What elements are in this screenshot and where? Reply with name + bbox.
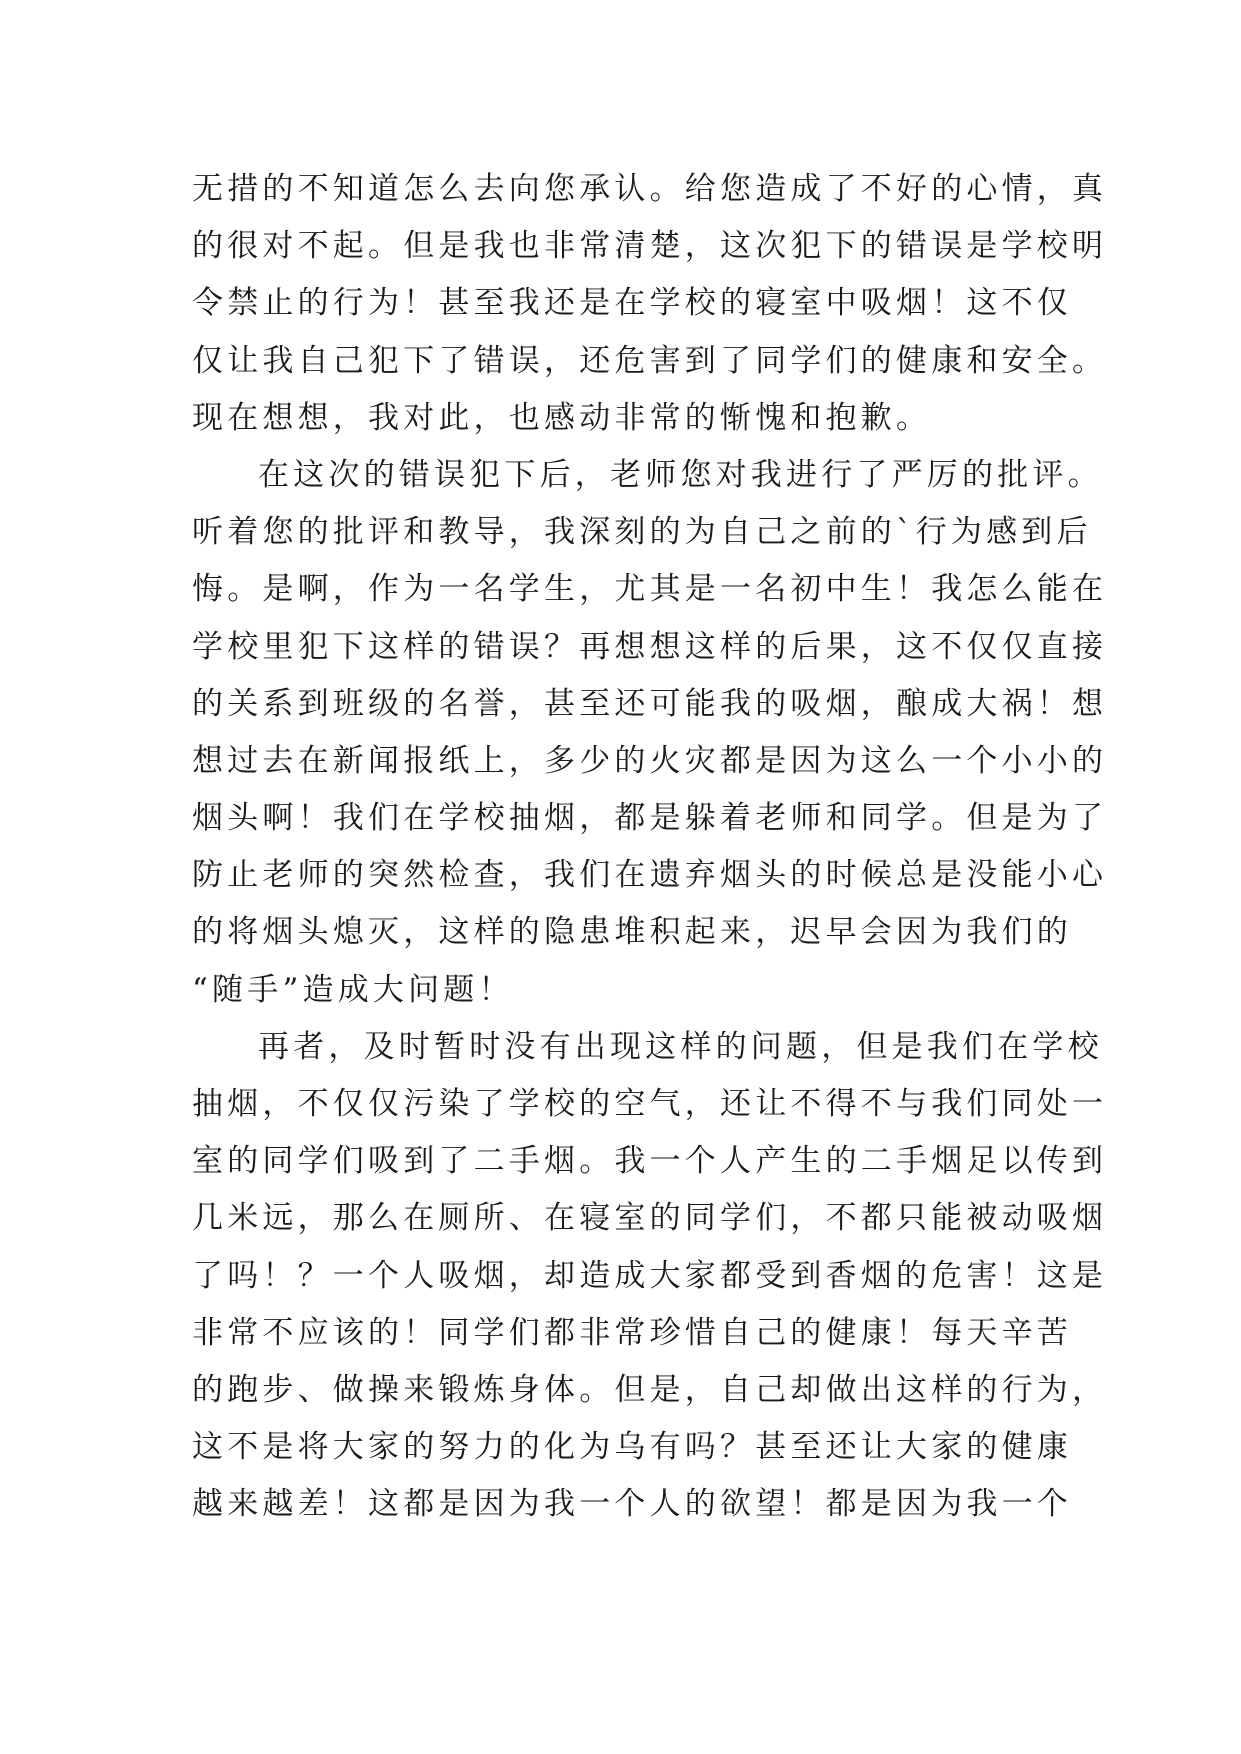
text-line: 烟头啊！我们在学校抽烟，都是躲着老师和同学。但是为了 [192, 800, 1108, 837]
text-line: 学校里犯下这样的错误？再想想这样的后果，这不仅仅直接 [192, 628, 1108, 665]
text-line: 几米远，那么在厕所、在寝室的同学们，不都只能被动吸烟 [192, 1200, 1108, 1237]
text-line: 室的同学们吸到了二手烟。我一个人产生的二手烟足以传到 [192, 1143, 1108, 1180]
text-line: 了吗！？一个人吸烟，却造成大家都受到香烟的危害！这是 [192, 1257, 1108, 1294]
text-line: 这不是将大家的努力的化为乌有吗？甚至还让大家的健康 [192, 1429, 1072, 1466]
text-line: 仅让我自己犯下了错误，还危害到了同学们的健康和安全。 [192, 342, 1108, 379]
text-line: 的很对不起。但是我也非常清楚，这次犯下的错误是学校明 [192, 228, 1108, 265]
text-line: 非常不应该的！同学们都非常珍惜自己的健康！每天辛苦 [192, 1314, 1072, 1351]
text-line: 防止老师的突然检查，我们在遗弃烟头的时候总是没能小心 [192, 857, 1108, 894]
text-line: 令禁止的行为！甚至我还是在学校的寝室中吸烟！这不仅 [192, 285, 1072, 322]
text-line: 听着您的批评和教导，我深刻的为自己之前的`行为感到后 [192, 514, 1092, 551]
text-line: “随手”造成大问题！ [192, 971, 514, 1008]
text-line: 悔。是啊，作为一名学生，尤其是一名初中生！我怎么能在 [192, 571, 1108, 608]
text-line: 的将烟头熄灭，这样的隐患堆积起来，迟早会因为我们的 [192, 914, 1072, 951]
text-line: 现在想想，我对此，也感动非常的惭愧和抱歉。 [192, 399, 932, 436]
text-line: 想过去在新闻报纸上，多少的火灾都是因为这么一个小小的 [192, 742, 1108, 779]
paragraph-start-line: 在这次的错误犯下后，老师您对我进行了严厉的批评。 [258, 456, 1103, 493]
text-line: 抽烟，不仅仅污染了学校的空气，还让不得不与我们同处一 [192, 1086, 1108, 1122]
body-text [192, 161, 1108, 1534]
text-line: 的跑步、做操来锻炼身体。但是，自己却做出这样的行为， [192, 1371, 1108, 1408]
text-line: 的关系到班级的名誉，甚至还可能我的吸烟，酿成大祸！想 [192, 685, 1108, 722]
text-line: 无措的不知道怎么去向您承认。给您造成了不好的心情，真 [192, 171, 1108, 207]
text-line: 越来越差！这都是因为我一个人的欲望！都是因为我一个 [192, 1486, 1072, 1523]
paragraph-start-line: 再者，及时暂时没有出现这样的问题，但是我们在学校 [258, 1028, 1103, 1065]
